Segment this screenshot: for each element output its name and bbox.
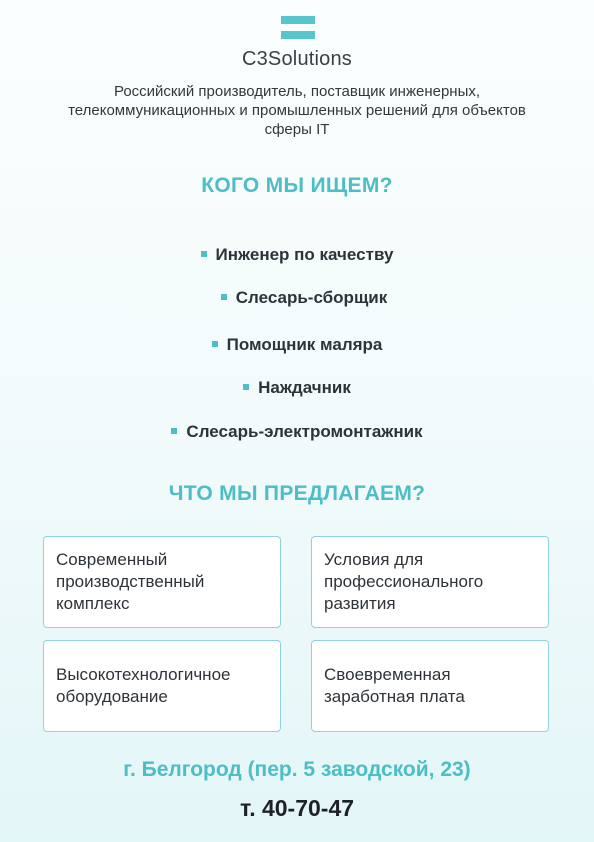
vacancy-item	[0, 245, 594, 265]
brand-name: C3Solutions	[241, 48, 353, 70]
offer-heading: ЧТО МЫ ПРЕДЛАГАЕМ?	[168, 482, 426, 505]
vacancies-heading: КОГО МЫ ИЩЕМ?	[201, 174, 393, 197]
bullet-icon	[243, 384, 249, 390]
vacancy-label: Инженер по качеству	[215, 245, 394, 264]
bullet-icon	[221, 294, 227, 300]
bullet-icon	[171, 428, 177, 434]
vacancy-label: Помощник маляра	[226, 335, 383, 354]
bullet-icon	[212, 341, 218, 347]
vacancy-label: Слесарь-сборщик	[235, 288, 388, 307]
offer-card	[311, 640, 549, 732]
offer-card-text: Условия для профессионального развития	[324, 550, 484, 613]
offer-card	[43, 640, 281, 732]
vacancy-label: Наждачник	[258, 378, 351, 397]
vacancy-item	[0, 422, 594, 442]
vacancy-item	[0, 288, 594, 308]
offer-card	[311, 536, 549, 628]
offer-card-text: Своевременная заработная плата	[324, 665, 465, 706]
vacancy-label: Слесарь-электромонтажник	[186, 422, 423, 441]
logo-icon	[281, 16, 315, 40]
bullet-icon	[201, 251, 207, 257]
phone-number: т. 40-70-47	[239, 795, 355, 821]
vacancy-item	[0, 378, 594, 398]
logo-bar-bottom	[281, 31, 315, 39]
offer-card	[43, 536, 281, 628]
company-tagline: Российский производитель, поставщик инженерных, телекоммуникационных и промышленных решений для объектов сферы IT	[68, 83, 526, 138]
offer-card-text: Высокотехнологичное оборудование	[56, 665, 231, 706]
vacancy-item	[0, 335, 594, 355]
address: г. Белгород (пер. 5 заводской, 23)	[123, 758, 471, 781]
offer-card-text: Современный производственный комплекс	[56, 550, 205, 613]
logo-bar-top	[281, 16, 315, 24]
